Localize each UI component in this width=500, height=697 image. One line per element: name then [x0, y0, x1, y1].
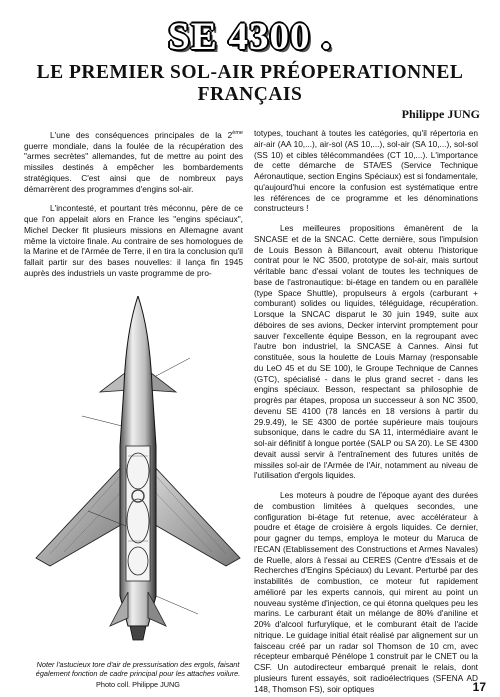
caption-text: Noter l'astucieux tore d'air de pressurisation des ergols, faisant également fonction de cadre principal pour les attaches voilure. [35, 660, 241, 679]
right-paragraph-2: Les moteurs à poudre de l'époque ayant des durées de combustion limitées à quelques secondes, une configuration bi-étage fut retenue, avec accélérateur à poudre et étage de croisière à ergols liquides. Ce dernier, pour gagner du temps, employa le moteur du Maruca de l'ECAN (Etablissement des Constructions et Armes Navales) de Ruelle, alors à l'essai au CERES (Centre d'Essais et de Recherches d'Engins Spéciaux) du Levant. Perturbé par des instabilités de combustion, ce moteur fut rapidement amélioré par les experts cannois, qui mirent au point un nouveau système d'injection, ce qui étonna quelques peu les marins. Le carburant était un mélange de 80% d'aniline et 20% d'alcool furfurylique, et le comburant était de l'acide nitrique. Le guidage initial était réalisé par alignement sur un faisceau créé par un radar sol Thomson de 10 cm, avec récepteur embarqué Pénélope 1 construit par le CNET ou la CSF. Un autodirecteur embarqué prenait le relais, dont plusieurs furent essayés, soit radioélectriques (SFENA AD 148, Thomson FS), soir optiques [254, 490, 478, 694]
page-number: 17 [472, 680, 486, 694]
tail-fin-right [148, 592, 166, 626]
right-column [254, 128, 478, 697]
subtitle-line-2: FRANÇAIS [197, 84, 303, 105]
superscript-eme: ème [232, 130, 243, 136]
figure-caption [24, 660, 252, 690]
right-paragraph-continued: totypes, touchant à toutes les catégories, qu'il répertoria en air-air (AA 10,...), air-sol (AS 10,...), sol-air (SA 10,...), sol-sol (SS 10) et cibles télécommandées (CT 10,...). L'importance de cette démarche de STA/ES (Service Technique Aéronautique, section Engins Spéciaux) est si fondamentale, qu'aujourd'hui encore la confusion est systématique entre les références de ce programme et les dénominations constructeurs ! [254, 128, 478, 214]
missile-cutaway-drawing [30, 296, 246, 658]
left-paragraph-1-end: guerre mondiale, dans la foulée de la récupération des "armes secrètes" allemandes, fut de mettre au point des missiles destinés à empêcher les bombardements stratégiques. C'est ainsi que de nombreux pays démarrèrent des programmes d'engins sol-air. [24, 140, 243, 194]
left-column [24, 128, 243, 288]
wing-right [150, 464, 240, 566]
photo-credit: Photo coll. Philippe JUNG [96, 680, 180, 690]
author-name: Philippe JUNG [401, 107, 480, 121]
left-paragraph-2: L'incontesté, et pourtant très méconnu, père de ce que l'on appelait alors en France les "engins spéciaux", Michel Decker fit plusieurs missions en Allemagne avant même la victoire finale. Au contraire de ses homologues de la Marine et de l'Armée de Terre, il en tira la conclusion qu'il fallait partir sur des bases nouvelles: il lança fin 1945 auprès des industriels un vaste programme de pro- [24, 203, 243, 278]
right-paragraph-1: Les meilleures propositions émanèrent de la SNCASE et de la SNCAC. Cette dernière, sous l'impulsion de Louis Besson à Billancourt, avait obtenu l'historique contrat pour le NC 3500, prototype de sol-air, mais surtout véritable banc d'essai volant de toutes les techniques de base de l'astronautique: bi-étage en tandem ou en parallèle (type Space Shuttle), propulseurs à ergols (carburant + comburant) solides ou liquides, téléguidage, récupération. Lorsque la SNCAC disparut le 30 juin 1949, suite aux déboires de ses avions, Decker intervint promptement pour sauver l'excellente équipe Besson, en la regroupant avec l'autre bon industriel, la SNCASE à Cannes. Ainsi fut constituée, sous la houlette de Louis Marnay (responsable du LeO 45 et du SE 100), le Groupe Technique de Cannes (GTC), spécialisé - dans le plus grand secret - dans les engins spéciaux. Besson, respectant sa philosophie de progrès par étapes, proposa un successeur à son NC 3500, devenu SE 4100 (78 lancés en 18 versions à partir du 29.9.49), le SE 4300 de portée supérieure mais toujours subsonique, dans le cadre du SA 11, intermédiaire avant le sol-air définitif à longue portée (SALP ou SA 20). Le SE 4300 devait aussi servir à l'entraînement des futures unités de missiles sol-air de l'Armée de l'Air, notamment au niveau de l'utilisation d'ergols liquides. [254, 223, 479, 481]
left-paragraph-1-start: L'une des conséquences principales de la 2 [50, 129, 233, 140]
article-subtitle [20, 62, 480, 106]
missile-drawing-svg [30, 296, 246, 658]
tail-fin-left [110, 592, 128, 626]
nozzle [130, 626, 146, 640]
subtitle-line-1: LE PREMIER SOL-AIR PRÉOPERATIONNEL [36, 62, 464, 83]
article-title: SE 4300 . [168, 15, 332, 58]
left-paragraph-1 [24, 128, 243, 194]
cutaway-section [126, 446, 150, 581]
wing-left [36, 464, 126, 566]
